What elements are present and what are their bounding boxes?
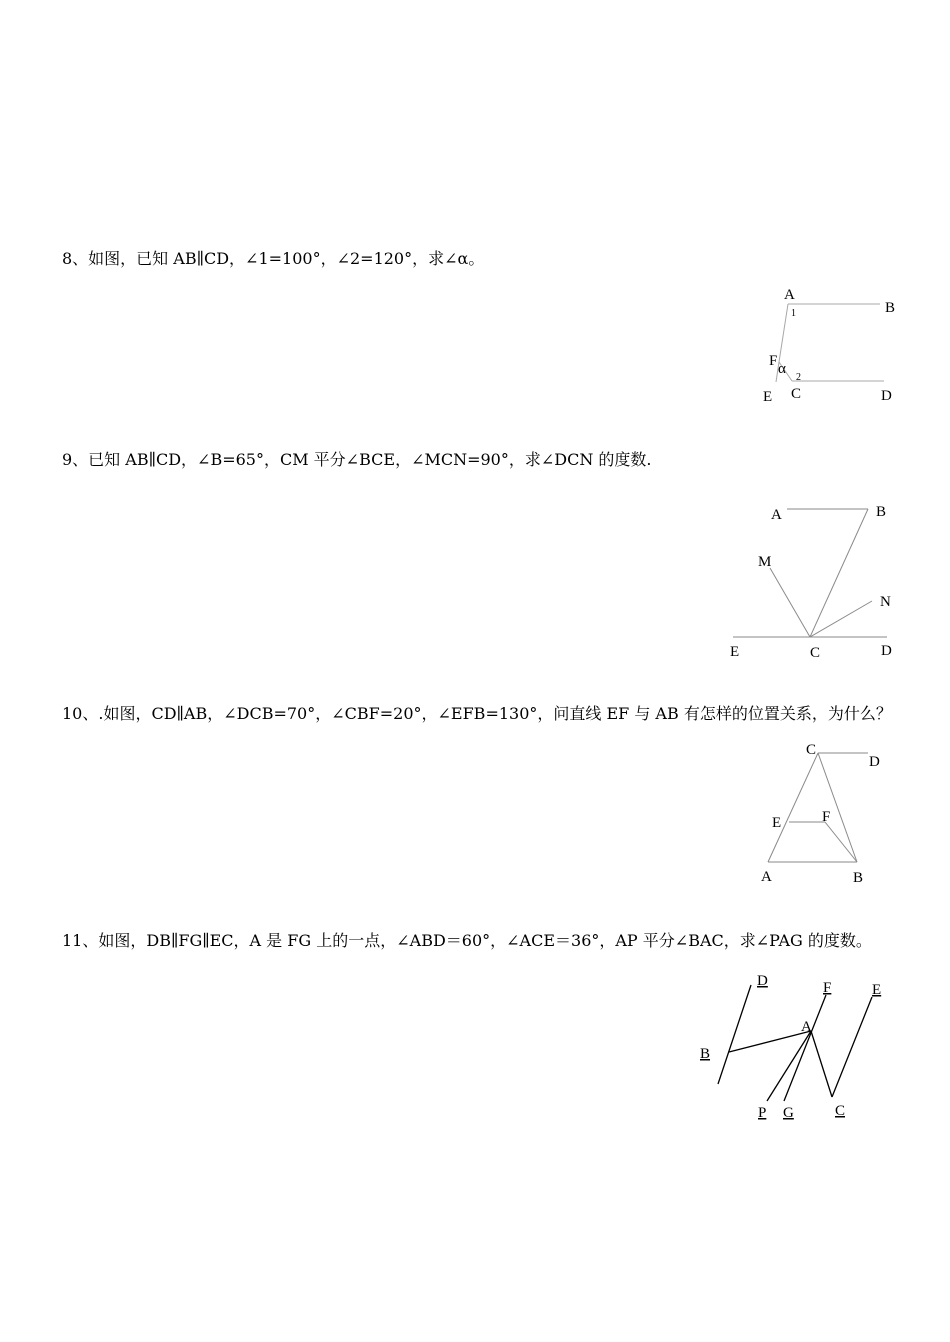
label-e: E [730,644,740,660]
label-b: B [853,870,864,886]
line-db [718,985,751,1084]
label-f: F [823,980,832,996]
line-mc [770,568,810,637]
label-angle-2: 2 [796,372,801,383]
label-a: A [771,507,782,523]
line-ec [832,997,872,1097]
figure-q8 [755,282,915,410]
label-a: A [784,287,795,303]
label-f: F [769,353,778,369]
question-8-text: 8、如图，已知 AB∥CD，∠1=100°，∠2=120°，求∠α。 [62,249,485,268]
question-11-text: 11、如图，DB∥FG∥EC，A 是 FG 上的一点，∠ABD＝60°，∠ACE＝36°，AP 平分∠BAC，求∠PAG 的度数。 [62,931,872,950]
line-fg [784,995,826,1101]
label-g: G [783,1105,794,1121]
label-c: C [835,1103,846,1119]
label-e: E [872,982,882,998]
line-nc [810,601,872,637]
label-n: N [880,594,891,610]
label-a: A [761,869,772,885]
figure-q11 [695,965,895,1125]
label-p: P [758,1105,767,1121]
line-ba [729,1031,811,1052]
label-e: E [772,815,782,831]
label-d: D [757,973,768,989]
label-alpha: α [778,361,786,377]
label-c: C [810,645,821,661]
line-ap [767,1031,811,1101]
label-m: M [758,554,772,570]
label-d: D [869,754,880,770]
line-cb [818,753,857,862]
label-b: B [700,1046,711,1062]
label-c: C [791,386,802,402]
question-10-text: 10、.如图，CD∥AB，∠DCB=70°，∠CBF=20°，∠EFB=130°，问直线 EF 与 AB 有怎样的位置关系，为什么？ [62,704,892,723]
label-b: B [885,300,896,316]
line-af [779,304,788,362]
label-f: F [822,809,831,825]
figure-q9 [725,495,900,665]
label-d: D [881,643,892,659]
line-ca [768,753,818,862]
label-d: D [881,388,892,404]
label-angle-1: 1 [791,308,796,319]
label-c: C [806,742,817,758]
label-e: E [763,389,773,405]
line-fb [825,822,857,862]
label-a: A [801,1019,812,1035]
line-bc [810,509,868,637]
label-b: B [876,504,887,520]
line-ac [811,1031,832,1097]
question-9-text: 9、已知 AB∥CD，∠B=65°，CM 平分∠BCE，∠MCN=90°，求∠DCN 的度数. [62,450,652,469]
figure-q10 [752,735,892,890]
